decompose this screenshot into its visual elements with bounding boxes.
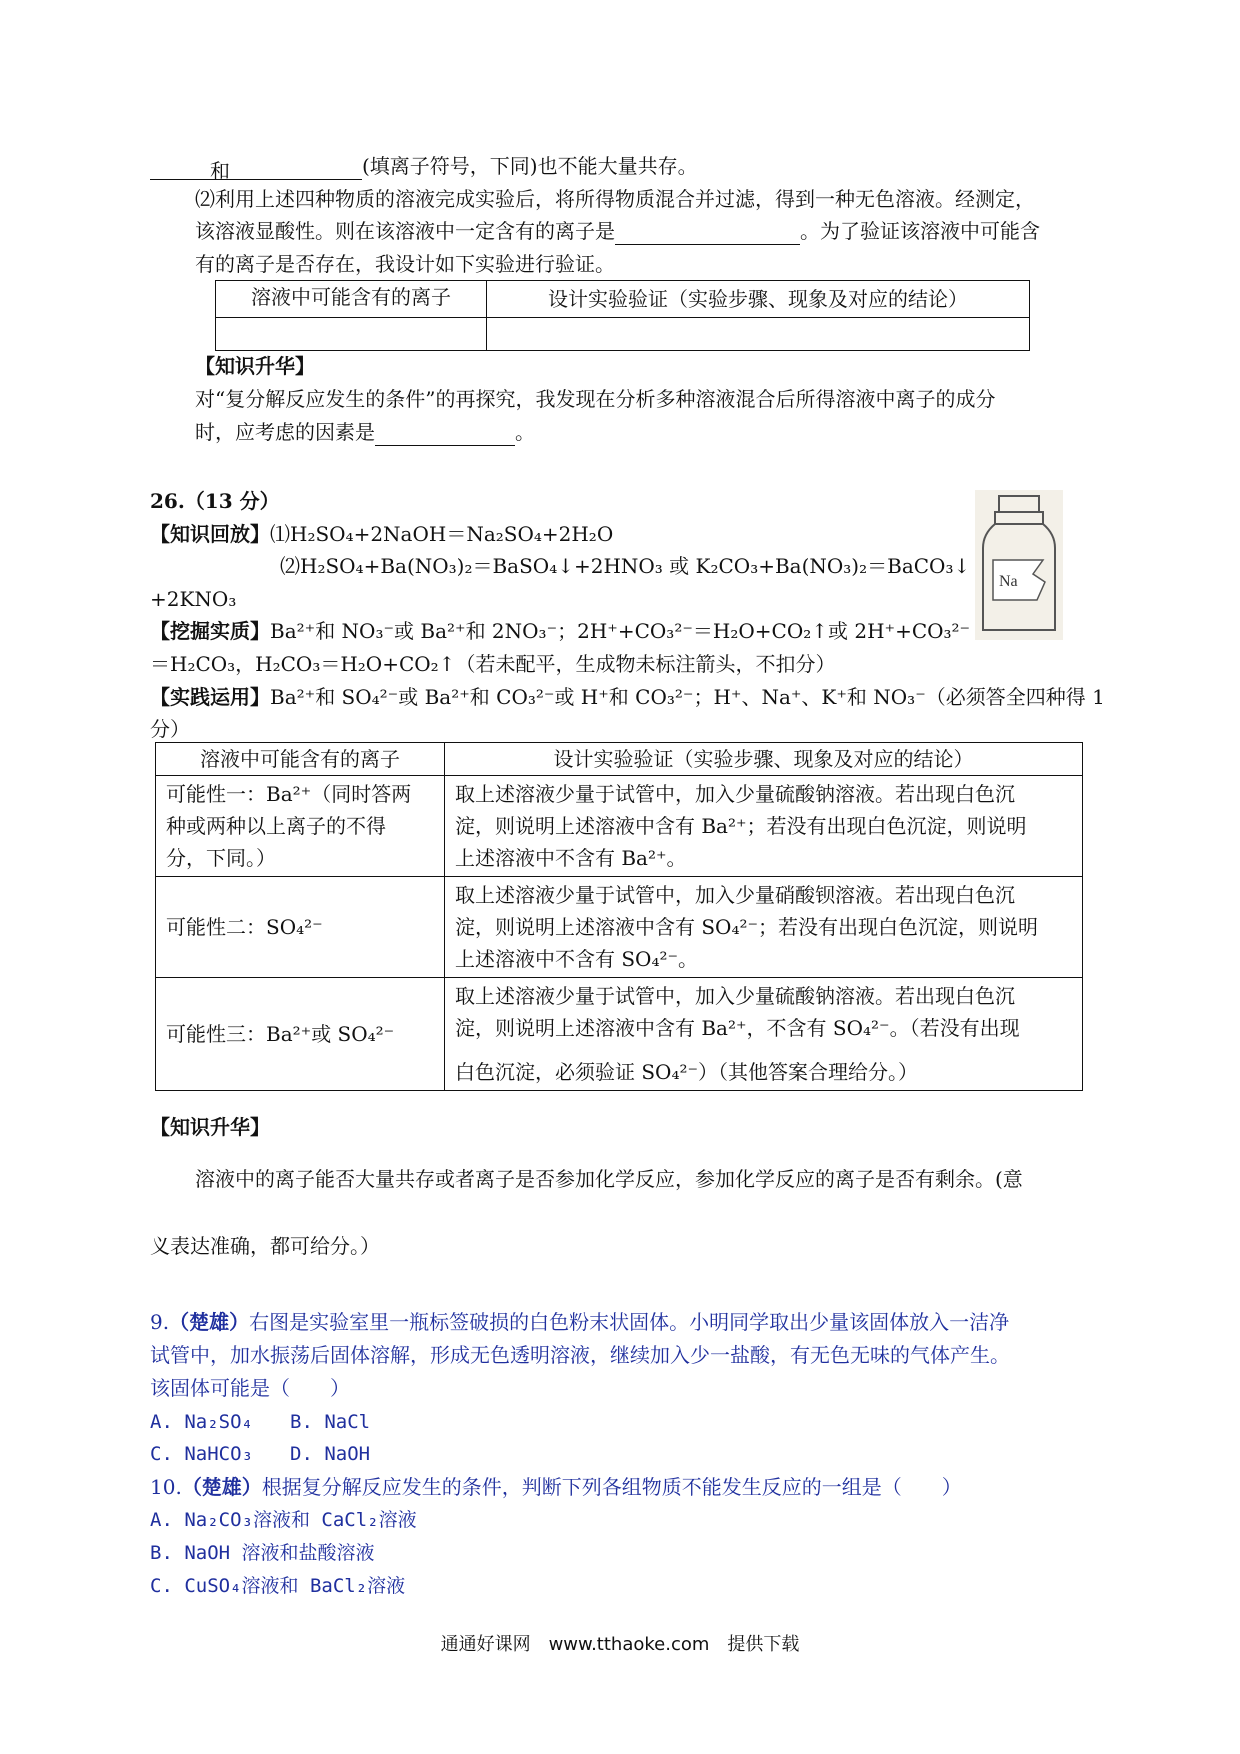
row2-test-line1: 取上述溶液少量于试管中，加入少量硝酸钡溶液。若出现白色沉 (455, 883, 1015, 907)
row1-ion-line1: 可能性一：Ba²⁺（同时答两 (166, 782, 412, 806)
blank-table-header-1: 溶液中可能含有的离子 (216, 281, 487, 318)
part2-line1: ⑵利用上述四种物质的溶液完成实验后，将所得物质混合并过滤，得到一种无色溶液。经测定， (195, 187, 1035, 211)
row1-test-line3: 上述溶液中不含有 Ba²⁺。 (455, 846, 687, 870)
practice-label: 【实践运用】 (150, 685, 270, 709)
heading-sublimation-2: 【知识升华】 (150, 1115, 270, 1139)
row2-test-cell (445, 877, 1083, 978)
row1-test-line1: 取上述溶液少量于试管中，加入少量硫酸钠溶液。若出现白色沉 (455, 782, 1015, 806)
answer-row-3 (156, 978, 1083, 1091)
q9-text-3: 该固体可能是（ ） (150, 1376, 350, 1400)
row2-ion-cell (156, 877, 445, 978)
fill-line-1 (150, 152, 698, 183)
blank-ions (615, 222, 800, 245)
practice-text-1: Ba²⁺和 SO₄²⁻或 Ba²⁺和 CO₃²⁻或 H⁺和 CO₃²⁻；H⁺、Na⁺、K⁺和 NO₃⁻（必须答全四种得 1 (270, 685, 1105, 709)
part2-line3: 有的离子是否存在，我设计如下实验进行验证。 (195, 252, 615, 276)
q9-text-2: 试管中，加水振荡后固体溶解，形成无色透明溶液，继续加入少一盐酸，有无色无味的气体产生。 (150, 1343, 1010, 1367)
review-eq-2: ⑵H₂SO₄+Ba(NO₃)₂＝BaSO₄↓+2HNO₃ 或 K₂CO₃+Ba(NO₃)₂＝BaCO₃↓ (280, 554, 971, 578)
row3-test-line2: 淀，则说明上述溶液中含有 Ba²⁺，不含有 SO₄²⁻。（若没有出现 (455, 1016, 1020, 1040)
dig-text-1: Ba²⁺和 NO₃⁻或 Ba²⁺和 2NO₃⁻；2H⁺+CO₃²⁻＝H₂O+CO₂↑或 2H⁺+CO₃²⁻ (270, 619, 971, 643)
q9-source: （楚雄） (169, 1310, 250, 1334)
q10-option-a: A. Na₂CO₃溶液和 CaCl₂溶液 (150, 1509, 417, 1531)
review-eq-1: ⑴H₂SO₄+2NaOH＝Na₂SO₄+2H₂O (270, 522, 614, 546)
q9-option-c: C. NaHCO₃ (150, 1443, 253, 1465)
blank-table-cell-1 (216, 318, 487, 351)
sublimation-para-1: 对“复分解反应发生的条件”的再探究，我发现在分析多种溶液混合后所得溶液中离子的成分 (195, 387, 996, 411)
q10-option-b: B. NaOH 溶液和盐酸溶液 (150, 1542, 375, 1564)
row1-ion-cell (156, 776, 445, 877)
blank-table-cell-2 (487, 318, 1030, 351)
part2-line2-b: 。为了验证该溶液中可能含 (800, 219, 1040, 243)
sublimation-para-2-a: 时，应考虑的因素是 (195, 420, 375, 444)
answer-sublimation-para-1: 溶液中的离子能否大量共存或者离子是否参加化学反应，参加化学反应的离子是否有剩余。(意 (195, 1167, 1023, 1191)
reagent-bottle-image (975, 490, 1063, 640)
q9-options-cd (150, 1440, 370, 1468)
dig-label: 【挖掘实质】 (150, 619, 270, 643)
answer-table-header-1: 溶液中可能含有的离子 (156, 743, 445, 776)
dig-line-1 (150, 617, 970, 645)
question-26-title: 26.（13 分） (150, 489, 280, 513)
blank-table (215, 280, 1030, 351)
row1-ion-line2: 种或两种以上离子的不得 (166, 814, 386, 838)
row1-test-cell (445, 776, 1083, 877)
sublimation-para-2 (195, 418, 535, 446)
answer-row-2 (156, 877, 1083, 978)
row3-test-line1: 取上述溶液少量于试管中，加入少量硫酸钠溶液。若出现白色沉 (455, 984, 1015, 1008)
q9-line-1 (150, 1308, 1009, 1336)
q9-text-1: 右图是实验室里一瓶标签破损的白色粉末状固体。小明同学取出少量该固体放入一洁净 (249, 1310, 1010, 1334)
q10-text-1: 根据复分解反应发生的条件，判断下列各组物质不能发生反应的一组是（ ） (261, 1475, 962, 1499)
answer-table (155, 742, 1083, 1091)
answer-table-header-2: 设计实验验证（实验步骤、现象及对应的结论） (445, 743, 1083, 776)
page-footer: 通通好课网 www.tthaoke.com 提供下载 (440, 1634, 800, 1655)
q10-line-1 (150, 1473, 962, 1501)
row3-ion-cell (156, 978, 445, 1091)
row3-test-line3: 白色沉淀，必须验证 SO₄²⁻）（其他答案合理给分。） (455, 1060, 919, 1084)
answer-row-1 (156, 776, 1083, 877)
bottle-label-text: Na (999, 573, 1018, 590)
review-label: 【知识回放】 (150, 522, 270, 546)
row3-ion-line1: 可能性三：Ba²⁺或 SO₄²⁻ (166, 1022, 395, 1046)
review-eq-2-cont: +2KNO₃ (150, 587, 237, 611)
q10-number: 10. (150, 1475, 182, 1499)
q10-option-c: C. CuSO₄溶液和 BaCl₂溶液 (150, 1575, 406, 1597)
answer-sublimation-para-2: 义表达准确，都可给分。） (150, 1234, 380, 1258)
row3-test-cell (445, 978, 1083, 1091)
blank-table-header-2: 设计实验验证（实验步骤、现象及对应的结论） (487, 281, 1030, 318)
row1-ion-line3: 分，下同。） (166, 846, 276, 870)
blank-factors (375, 423, 515, 446)
blank-2 (290, 157, 362, 180)
q9-option-d: D. NaOH (290, 1443, 371, 1465)
row1-test-line2: 淀，则说明上述溶液中含有 Ba²⁺；若没有出现白色沉淀，则说明 (455, 814, 1027, 838)
blank-1 (150, 157, 290, 183)
sublimation-para-2-b: 。 (515, 420, 535, 444)
review-line-1 (150, 520, 613, 548)
row2-test-line3: 上述溶液中不含有 SO₄²⁻。 (455, 947, 699, 971)
part2-line2-a: 该溶液显酸性。则在该溶液中一定含有的离子是 (195, 219, 615, 243)
q9-option-a: A. Na₂SO₄ (150, 1411, 253, 1433)
dig-text-2: ＝H₂CO₃，H₂CO₃＝H₂O+CO₂↑（若未配平，生成物未标注箭头，不扣分） (150, 652, 836, 676)
heading-sublimation-1: 【知识升华】 (195, 354, 315, 378)
q9-option-b: B. NaCl (290, 1411, 371, 1433)
q9-options-ab (150, 1408, 370, 1436)
practice-text-2: 分） (150, 717, 190, 741)
he-text: 和 (210, 159, 230, 183)
q9-number: 9. (150, 1310, 170, 1334)
line1-text: (填离子符号，下同)也不能大量共存。 (362, 154, 698, 178)
row2-test-line2: 淀，则说明上述溶液中含有 SO₄²⁻；若没有出现白色沉淀，则说明 (455, 915, 1039, 939)
practice-line-1 (150, 683, 1105, 711)
part2-line2 (195, 217, 1040, 245)
row2-ion-line1: 可能性二：SO₄²⁻ (166, 915, 323, 939)
q10-source: （楚雄） (181, 1475, 262, 1499)
